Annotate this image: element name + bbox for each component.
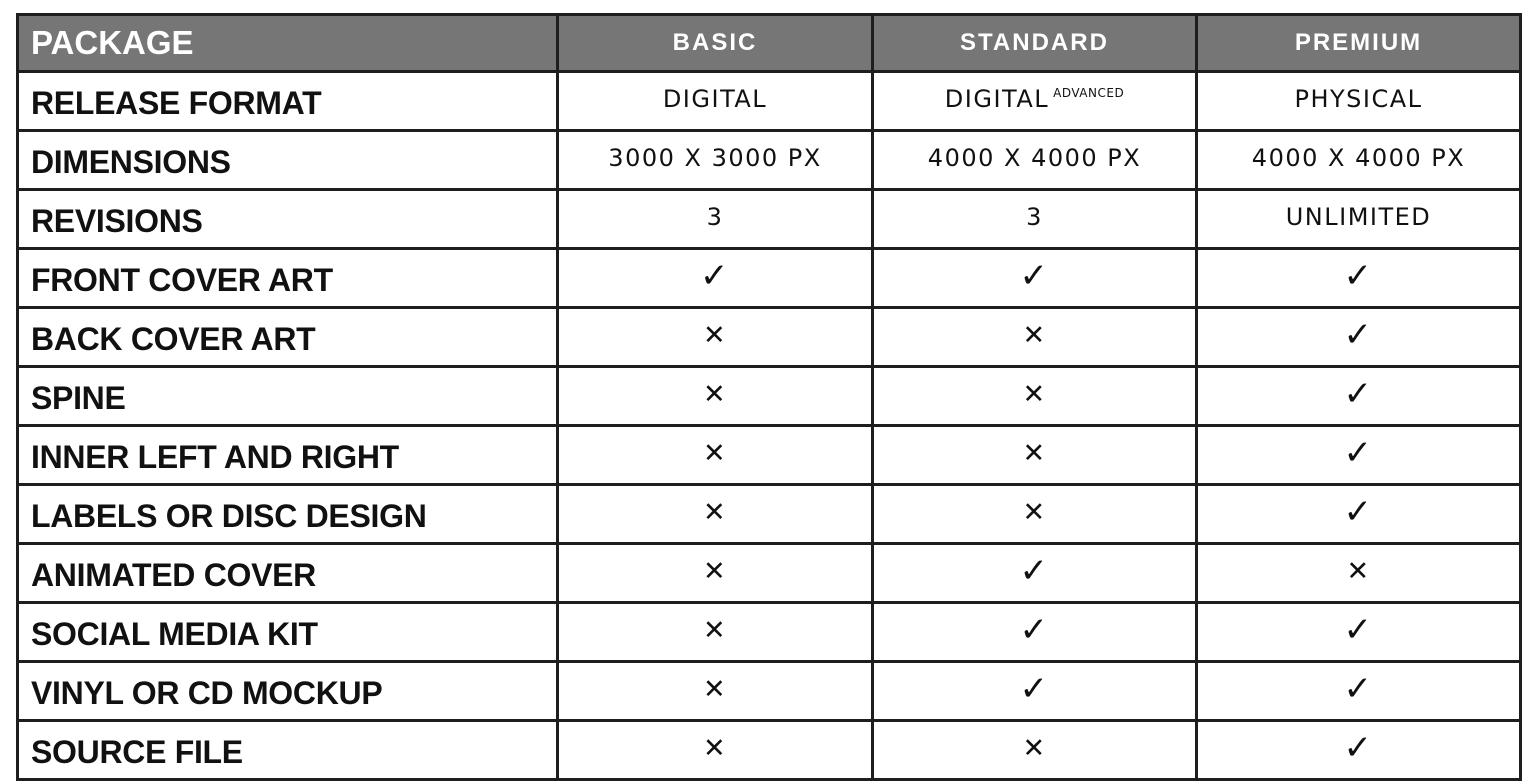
feature-label: REVISIONS [18, 190, 558, 249]
cell-standard [873, 308, 1197, 367]
table-row [18, 308, 1521, 367]
feature-label: LABELS OR DISC DESIGN [18, 485, 558, 544]
cell-text: 4000 X 4000 PX [927, 144, 1142, 172]
check-icon: ✓ [1019, 256, 1050, 296]
cross-icon: ✕ [1022, 319, 1047, 351]
check-icon: ✓ [1343, 492, 1374, 532]
table-row [18, 426, 1521, 485]
cell-premium [1197, 308, 1521, 367]
package-comparison-table [16, 13, 1522, 781]
check-icon: ✓ [1343, 669, 1374, 709]
cell-standard [873, 544, 1197, 603]
cell-standard [873, 131, 1197, 190]
cross-icon: ✕ [702, 496, 728, 528]
check-icon: ✓ [1019, 610, 1050, 650]
feature-label: RELEASE FORMAT [18, 72, 558, 131]
check-icon: ✓ [1343, 256, 1374, 296]
cell-text: 3000 X 3000 PX [608, 144, 822, 172]
header-package: PACKAGE [18, 15, 558, 72]
cell-standard [873, 367, 1197, 426]
table-row [18, 367, 1521, 426]
cell-basic [558, 603, 873, 662]
cell-standard [873, 72, 1197, 131]
cell-standard [873, 485, 1197, 544]
check-icon: ✓ [1343, 610, 1374, 650]
feature-label: DIMENSIONS [18, 131, 558, 190]
check-icon: ✓ [1019, 551, 1050, 591]
table-row [18, 131, 1521, 190]
table-row [18, 249, 1521, 308]
cross-icon: ✕ [702, 732, 728, 764]
cell-premium [1197, 662, 1521, 721]
header-premium: PREMIUM [1197, 15, 1521, 72]
table-row [18, 485, 1521, 544]
cross-icon: ✕ [1346, 555, 1371, 587]
cell-basic [558, 249, 873, 308]
table-header-row [18, 15, 1521, 72]
table-row [18, 190, 1521, 249]
cell-text: DIGITAL [662, 85, 768, 113]
feature-label: SOCIAL MEDIA KIT [18, 603, 558, 662]
feature-label: VINYL OR CD MOCKUP [18, 662, 558, 721]
cross-icon: ✕ [702, 319, 728, 351]
cross-icon: ✕ [1022, 378, 1047, 410]
cell-basic [558, 485, 873, 544]
cell-superscript: ADVANCED [1053, 86, 1125, 100]
cell-standard [873, 249, 1197, 308]
cell-text: DIGITAL [944, 85, 1050, 113]
cross-icon: ✕ [1022, 732, 1047, 764]
cell-premium [1197, 544, 1521, 603]
check-icon: ✓ [1343, 728, 1374, 768]
cell-basic [558, 367, 873, 426]
feature-label: SOURCE FILE [18, 721, 558, 780]
cell-premium [1197, 426, 1521, 485]
table-row [18, 72, 1521, 131]
table-row [18, 662, 1521, 721]
cell-basic [558, 662, 873, 721]
cell-text: 3 [706, 203, 724, 231]
cell-basic [558, 131, 873, 190]
cell-standard [873, 662, 1197, 721]
cell-standard [873, 426, 1197, 485]
check-icon: ✓ [700, 256, 730, 296]
cross-icon: ✕ [702, 378, 728, 410]
cell-premium [1197, 72, 1521, 131]
cell-text: 3 [1026, 203, 1043, 231]
table-row [18, 544, 1521, 603]
header-standard: STANDARD [873, 15, 1197, 72]
feature-label: FRONT COVER ART [18, 249, 558, 308]
cell-basic [558, 544, 873, 603]
cell-standard [873, 603, 1197, 662]
table-row [18, 603, 1521, 662]
cell-text: PHYSICAL [1294, 85, 1423, 113]
cross-icon: ✕ [702, 555, 728, 587]
cell-text: 4000 X 4000 PX [1251, 144, 1466, 172]
cell-premium [1197, 190, 1521, 249]
feature-label: ANIMATED COVER [18, 544, 558, 603]
check-icon: ✓ [1343, 315, 1374, 355]
check-icon: ✓ [1343, 374, 1374, 414]
cross-icon: ✕ [1022, 496, 1047, 528]
feature-label: SPINE [18, 367, 558, 426]
check-icon: ✓ [1019, 669, 1050, 709]
cell-premium [1197, 603, 1521, 662]
cell-premium [1197, 249, 1521, 308]
cell-premium [1197, 367, 1521, 426]
cell-basic [558, 190, 873, 249]
cell-standard [873, 190, 1197, 249]
cell-basic [558, 426, 873, 485]
cross-icon: ✕ [702, 673, 728, 705]
cell-basic [558, 308, 873, 367]
cell-text: UNLIMITED [1285, 203, 1432, 231]
cell-basic [558, 72, 873, 131]
cross-icon: ✕ [702, 614, 728, 646]
header-basic: BASIC [558, 15, 873, 72]
cell-premium [1197, 485, 1521, 544]
table-body [18, 72, 1521, 780]
feature-label: INNER LEFT AND RIGHT [18, 426, 558, 485]
feature-label: BACK COVER ART [18, 308, 558, 367]
cross-icon: ✕ [702, 437, 728, 469]
check-icon: ✓ [1343, 433, 1374, 473]
cross-icon: ✕ [1022, 437, 1047, 469]
cell-premium [1197, 131, 1521, 190]
